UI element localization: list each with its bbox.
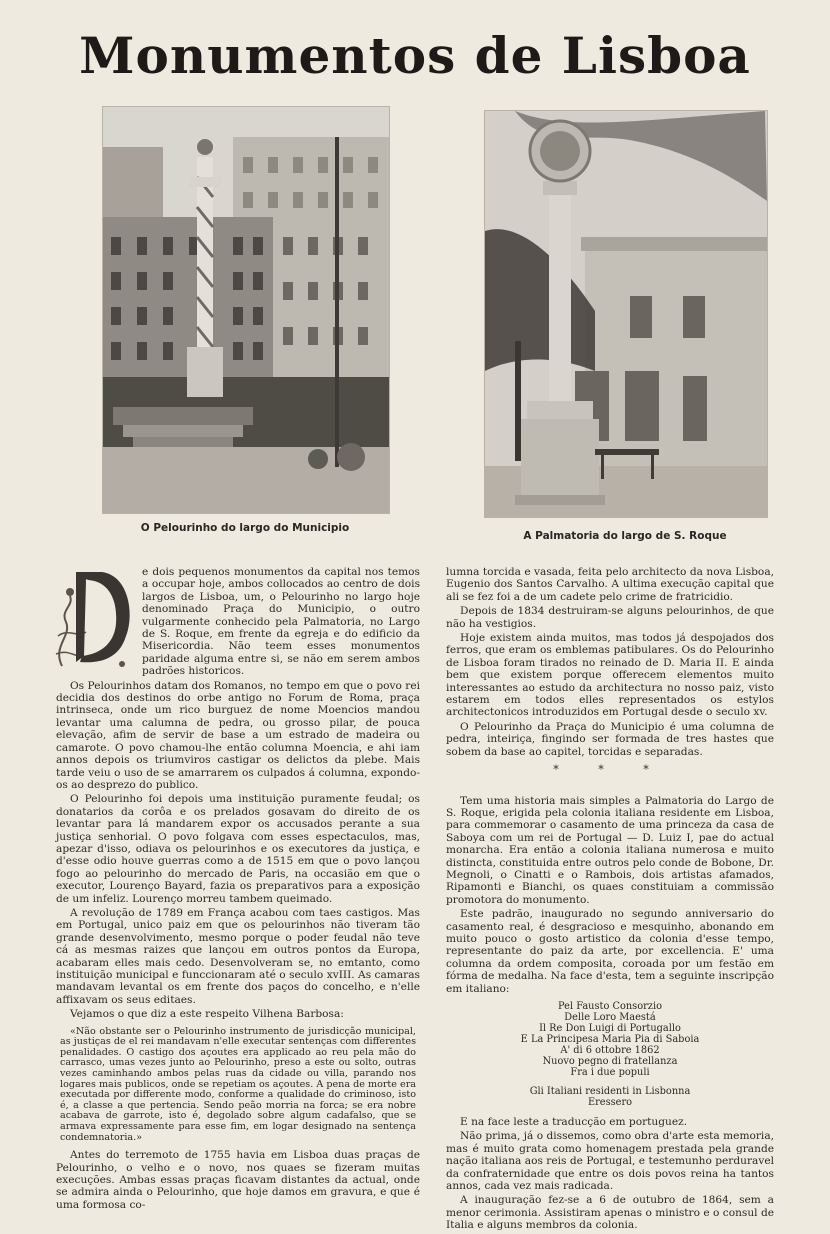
italian-inscription (446, 1001, 774, 1108)
paragraph-palmatoria-historia: Tem uma historia mais simples a Palmatoria do Largo de S. Roque, erigida pela colonia italiana residente em Lisboa, para commemorar o casamento de uma princeza da casa de Saboya com um rei de Portugal — D. Luiz I, pae do actual monarcha. Era então a colonia italiana numerosa e muito distincta, constituida entre outros pelo conde de Bobone, Dr. Megnoli, o Cinatti e o Rambois, dois artistas afamados, Ripamonti e Bianchi, os quaes constituiam a commissão promotora do monumento. (446, 794, 774, 906)
paragraph-1834: Depois de 1834 destruiram-se alguns pelourinhos, de que não ha vestigios. (446, 605, 774, 630)
photo-pelourinho (102, 106, 390, 514)
dropcap-d-ornament (52, 566, 136, 672)
photo-palmatoria (484, 110, 768, 518)
page-title: Monumentos de Lisboa (79, 26, 751, 85)
inscription-line: Nuovo pegno di fratellanza (542, 1056, 678, 1067)
paragraph-revolucao: A revolução de 1789 em França acabou com taes castigos. Mas em Portugal, unico paiz em que os pelourinhos não tiveram tão grande desenvolvimento, mesmo porque o poder feudal não teve cá as mesmas raizes que lançou em outros pontos da Europa, acabaram elles mais cedo. Desenvolveram se, no emtanto, como instituição municipal e funccionaram até o seculo xvIII. As camaras mandavam levantal os em frente dos paços do concelho, e n'elle affixavam os seus editaes. (56, 906, 420, 1006)
right-column (446, 566, 774, 1234)
caption-pelourinho: O Pelourinho do largo do Municipio (140, 522, 350, 534)
left-column (56, 566, 420, 1213)
inscription-signature: Eressero (587, 1097, 633, 1108)
inscription-line: Il Re Don Luigi di Portugallo (539, 1023, 681, 1034)
paragraph-columna: lumna torcida e vasada, feita pelo architecto da nova Lisboa, Eugenio dos Santos Carvalho. A ultima execução capital que ali se fez foi a de um cadete pelo crime de fratricidio. (446, 566, 774, 603)
paragraph-nao-prima: Não prima, já o dissemos, como obra d'arte esta memoria, mas é muito grata como homenagem prestada pela grande nação italiana aos reis de Portugal, e testemunho perduravel da confraternidade que entre os dois povos reina ha tantos annos, cada vez mais radicada. (446, 1130, 774, 1193)
section-separator: * * * (553, 763, 667, 777)
quote-text: «Não obstante ser o Pelourinho instrumento de jurisdicção municipal, as justiças de el rei mandavam n'elle executar sentenças com differentes penalidades. O castigo dos açoutes era applicado ao reu pela mão do carrasco, umas vezes junto ao Pelourinho, preso a este ou solto, outras vezes caminhando ambos pelas ruas da cidade ou villa, parando nos logares mais publicos, onde se repetiam os açoutes. A pena de morte era executada por differente modo, conforme a qualidade do criminoso, isto é, a classe a que pertencia. Sendo peão morria na forca; se era nobre acabava de garrote, isto é, degolado sobre algum cadafalso, que se armava expressamente para esse fim, em logar designado na sentença condemnatoria.» (60, 1025, 416, 1143)
paragraph-praca-municipio: O Pelourinho da Praça do Municipio é uma columna de pedra, inteiriça, fingindo ser formada de tres hastes que sobem da base ao capitel, torcidas e separadas. (446, 720, 774, 758)
caption-palmatoria: A Palmatoria do largo de S. Roque (523, 530, 727, 542)
paragraph-inauguracao: A inauguração fez-se a 6 de outubro de 1864, sem a menor cerimonia. Assistiram apenas o ministro e o consul de Italia e alguns membros da colonia. (446, 1194, 774, 1232)
inscription-line: Fra i due populi (570, 1067, 650, 1078)
paragraph-hoje: Hoje existem ainda muitos, mas todos já despojados dos ferros, que eram os emblemas patibulares. Os do Pelourinho de Lisboa foram tirados no reinado de D. Maria II. E ainda bem que existem porque offerecem elementos muito interessantes ao estudo da architectura no nosso paiz, visto estarem em todos elles representados os estylos architectonicos introduzidos em Portugal desde o seculo xv. (446, 632, 774, 719)
inscription-line: E La Principesa Maria Pia di Saboia (520, 1034, 700, 1045)
paragraph-traduccao: E na face leste a traducção em portuguez. (460, 1116, 688, 1128)
paragraph-romanos: Os Pelourinhos datam dos Romanos, no tempo em que o povo rei decidia dos destinos do orbe antigo no Forum de Roma, praça intrinseca, onde um rico burguez de nome Moencios mandou levantar uma calumna de pedra, ou grosso pilar, de pouca elevação, afim de servir de base a um estrado de madeira ou camarote. O povo chamou-lhe então columna Moencia, e ahi iam annos depois os triumviros castigar os delictos da plebe. Mais tarde veiu o uso de se amarrarem os culpados á columna, expondo-os ao desprezo do publico. (56, 679, 420, 791)
inscription-signature: Gli Italiani residenti in Lisbonna (529, 1086, 691, 1097)
vilhena-quote (56, 1027, 420, 1144)
inscription-line: Delle Loro Maestá (564, 1012, 656, 1023)
paragraph-feudal: O Pelourinho foi depois uma instituição puramente feudal; os donatarios da corôa e os prelados gosavam do direito de os levantar para lá mandarem expor os accusados perante a sua justiça senhorial. O povo folgava com esses espectaculos, mas, apezar d'isso, odiava os pelourinhos e os executores da justiça, e d'esse odio houve guerras como a de 1515 em que o povo lançou fogo ao pelourinho do mercado de Paris, na occasião em que o executor, Lourenço Bayard, fazia os preparativos para a exposição de um infeliz. Lourenço morreu tambem queimado. (56, 793, 420, 905)
inscription-line: A' di 6 ottobre 1862 (560, 1045, 660, 1056)
paragraph-terremoto: Antes do terremoto de 1755 havia em Lisboa duas praças de Pelourinho, o velho e o novo, nos quaes se fizeram muitas execuções. Ambas essas praças ficavam distantes da actual, onde se admira ainda o Pelourinho, que hoje damos em gravura, e que é uma formosa co- (56, 1149, 420, 1211)
inscription-line: Pel Fausto Consorzio (558, 1001, 662, 1012)
paragraph-vilhena: Vejamos o que diz a este respeito Vilhena Barbosa: (70, 1008, 344, 1021)
paragraph-padrao: Este padrão, inaugurado no segundo anniversario do casamento real, é desgracioso e mesquinho, abonando em muito pouco o gosto artistico da colonia d'esse tempo, representante do paiz da arte, por excellencia. E' uma columna da ordem composita, coroada por um festão em fórma de medalha. Na face d'esta, tem a seguinte inscripção em italiano: (446, 908, 774, 995)
intro-paragraph: e dois pequenos monumentos da capital nos temos a occupar hoje, ambos collocados ao centro de dois largos de Lisboa, um, o Pelourinho no largo hoje denominado Praça do Municipio, o outro vulgarmente conhecido pela Palmatoria, no Largo de S. Roque, em frente da egreja e do edificio da Misericordia. Não teem esses monumentos paridade alguma entre si, se não em serem ambos padrões historicos. (142, 566, 420, 678)
